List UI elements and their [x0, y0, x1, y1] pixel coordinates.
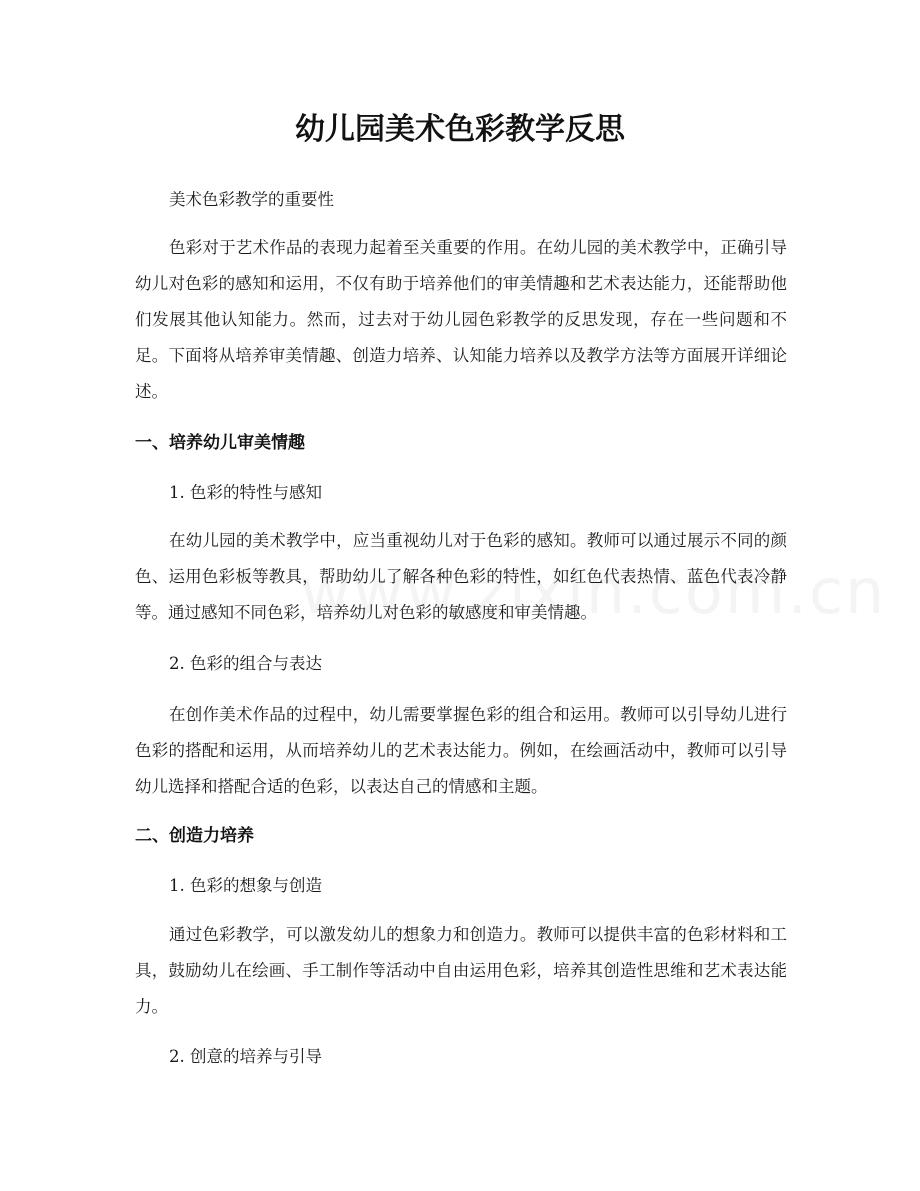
section-1-item-1-subheading: 1. 色彩的特性与感知 [169, 483, 322, 502]
section-1-item-2-subheading: 2. 色彩的组合与表达 [169, 654, 322, 673]
section-1-item-2-paragraph: 在创作美术作品的过程中，幼儿需要掌握色彩的组合和运用。教师可以引导幼儿进行色彩的搭配和运用，从而培养幼儿的艺术表达能力。例如，在绘画活动中，教师可以引导幼儿选择和搭配合适的色彩，以表达自己的情感和主题。 [135, 705, 787, 796]
section-2-heading: 二、创造力培养 [135, 826, 254, 846]
intro-paragraph: 色彩对于艺术作品的表现力起着至关重要的作用。在幼儿园的美术教学中，正确引导幼儿对色彩的感知和运用，不仅有助于培养他们的审美情趣和艺术表达能力，还能帮助他们发展其他认知能力。然而，过去对于幼儿园色彩教学的反思发现，存在一些问题和不足。下面将从培养审美情趣、创造力培养、认知能力培养以及教学方法等方面展开详细论述。 [135, 238, 787, 401]
section-2-item-1-subheading: 1. 色彩的想象与创造 [169, 876, 322, 895]
page-title: 幼儿园美术色彩教学反思 [295, 112, 625, 147]
section-1-heading: 一、培养幼儿审美情趣 [135, 433, 305, 453]
section-2-item-1-paragraph: 通过色彩教学，可以激发幼儿的想象力和创造力。教师可以提供丰富的色彩材料和工具，鼓励幼儿在绘画、手工制作等活动中自由运用色彩，培养其创造性思维和艺术表达能力。 [135, 925, 787, 1016]
intro-heading: 美术色彩教学的重要性 [169, 190, 334, 209]
section-1-item-1-paragraph: 在幼儿园的美术教学中，应当重视幼儿对于色彩的感知。教师可以通过展示不同的颜色、运用色彩板等教具，帮助幼儿了解各种色彩的特性，如红色代表热情、蓝色代表冷静等。通过感知不同色彩，培养幼儿对色彩的敏感度和审美情趣。 [135, 531, 787, 622]
section-2-item-2-subheading: 2. 创意的培养与引导 [169, 1047, 322, 1066]
